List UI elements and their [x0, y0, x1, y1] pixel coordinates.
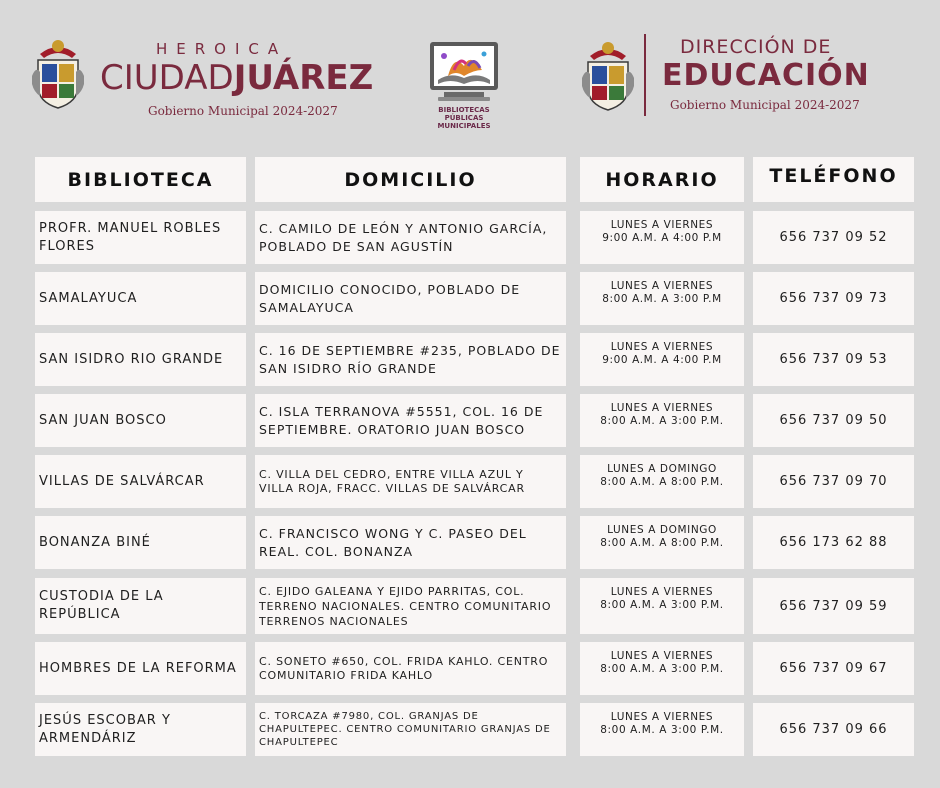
table-row-hours [580, 333, 744, 386]
table-row-hours [580, 211, 744, 264]
logo-gobierno-municipal-text: Gobierno Municipal 2024-2027 [148, 104, 338, 118]
library-book-monitor-icon [424, 40, 504, 104]
table-row-address: C. 16 DE SEPTIEMBRE #235, POBLADO DE SAN ISIDRO RÍO GRANDE [255, 333, 566, 386]
table-row-name: HOMBRES DE LA REFORMA [35, 642, 246, 695]
table-row-hours [580, 272, 744, 325]
table-row-phone: 656 737 09 52 [753, 211, 914, 264]
table-row-address: C. ISLA TERRANOVA #5551, COL. 16 DE SEPTIEMBRE. ORATORIO JUAN BOSCO [255, 394, 566, 447]
column-header-telefono: TELÉFONO [753, 157, 914, 202]
hours-time: 8:00 A.M. A 3:00 P.M. [600, 599, 724, 611]
hours-days: LUNES A VIERNES [610, 219, 714, 231]
hours-time: 8:00 A.M. A 3:00 P.M. [600, 663, 724, 675]
logo-ciudad-juarez-text [100, 58, 373, 98]
table-row-phone: 656 737 09 73 [753, 272, 914, 325]
bibliotecas-logo-text [424, 106, 504, 130]
table-row-address: DOMICILIO CONOCIDO, POBLADO DE SAMALAYUCA [255, 272, 566, 325]
table-row-address: C. FRANCISCO WONG Y C. PASEO DEL REAL. COL. BONANZA [255, 516, 566, 569]
bibliotecas-municipales-logo [424, 40, 504, 130]
table-row-address: C. EJIDO GALEANA Y EJIDO PARRITAS, COL. TERRENO NACIONALES. CENTRO COMUNITARIO TERRENOS NACIONALES [255, 578, 566, 634]
table-row-name: SAN JUAN BOSCO [35, 394, 246, 447]
page-header [0, 0, 940, 140]
table-row-name: BONANZA BINÉ [35, 516, 246, 569]
hours-days: LUNES A VIERNES [610, 341, 714, 353]
table-row-hours [580, 516, 744, 569]
table-row-hours [580, 455, 744, 508]
table-row-phone: 656 737 09 70 [753, 455, 914, 508]
column-header-biblioteca: BIBLIOTECA [35, 157, 246, 202]
column-header-horario: HORARIO [580, 157, 744, 202]
bibliotecas-line: BIBLIOTECAS PÚBLICAS [438, 106, 490, 122]
table-row-hours [580, 642, 744, 695]
hours-days: LUNES A VIERNES [610, 280, 714, 292]
column-header-domicilio: DOMICILIO [255, 157, 566, 202]
ciudad-juarez-crest-icon [580, 38, 636, 114]
table-row-phone: 656 737 09 67 [753, 642, 914, 695]
hours-time: 8:00 A.M. A 3:00 P.M. [600, 724, 724, 736]
ciudad-juarez-crest-icon [30, 36, 86, 112]
table-row-phone: 656 173 62 88 [753, 516, 914, 569]
table-row-hours [580, 703, 744, 756]
hours-time: 8:00 A.M. A 3:00 P.M [602, 293, 722, 305]
hours-time: 8:00 A.M. A 8:00 P.M. [600, 537, 724, 549]
table-row-address: C. VILLA DEL CEDRO, ENTRE VILLA AZUL Y VILLA ROJA, FRACC. VILLAS DE SALVÁRCAR [255, 455, 566, 508]
header-divider [644, 34, 646, 116]
hours-time: 8:00 A.M. A 8:00 P.M. [600, 476, 724, 488]
table-row-name: JESÚS ESCOBAR Y ARMENDÁRIZ [35, 703, 246, 756]
hours-days: LUNES A DOMINGO [607, 524, 717, 536]
table-row-name: SAN ISIDRO RIO GRANDE [35, 333, 246, 386]
table-row-hours [580, 394, 744, 447]
de-gobierno-municipal-text: Gobierno Municipal 2024-2027 [670, 98, 860, 112]
logo-heroica-text: HEROICA [156, 40, 288, 58]
table-row-name: SAMALAYUCA [35, 272, 246, 325]
table-row-address: C. CAMILO DE LEÓN Y ANTONIO GARCÍA, POBLADO DE SAN AGUSTÍN [255, 211, 566, 264]
table-row-phone: 656 737 09 66 [753, 703, 914, 756]
table-row-name: CUSTODIA DE LA REPÚBLICA [35, 578, 246, 634]
table-row-name: VILLAS DE SALVÁRCAR [35, 455, 246, 508]
table-row-address: C. TORCAZA #7980, COL. GRANJAS DE CHAPULTEPEC. CENTRO COMUNITARIO GRANJAS DE CHAPULTEPEC [255, 703, 566, 756]
table-row-phone: 656 737 09 50 [753, 394, 914, 447]
table-row-name: PROFR. MANUEL ROBLES FLORES [35, 211, 246, 264]
logo-ciudad-word: CIUDAD [100, 58, 234, 98]
logo-juarez-word: JUÁREZ [233, 58, 374, 98]
hours-days: LUNES A VIERNES [610, 586, 714, 598]
table-row-hours [580, 578, 744, 634]
hours-time: 9:00 A.M. A 4:00 P.M [602, 232, 722, 244]
hours-days: LUNES A VIERNES [610, 711, 714, 723]
table-row-phone: 656 737 09 59 [753, 578, 914, 634]
hours-time: 8:00 A.M. A 3:00 P.M. [600, 415, 724, 427]
table-row-address: C. SONETO #650, COL. FRIDA KAHLO. CENTRO COMUNITARIO FRIDA KAHLO [255, 642, 566, 695]
hours-days: LUNES A VIERNES [610, 650, 714, 662]
hours-time: 9:00 A.M. A 4:00 P.M [602, 354, 722, 366]
educacion-text: EDUCACIÓN [662, 58, 870, 93]
hours-days: LUNES A VIERNES [610, 402, 714, 414]
municipales-line: MUNICIPALES [437, 122, 491, 130]
table-row-phone: 656 737 09 53 [753, 333, 914, 386]
hours-days: LUNES A DOMINGO [607, 463, 717, 475]
direccion-de-text: DIRECCIÓN DE [680, 36, 832, 58]
